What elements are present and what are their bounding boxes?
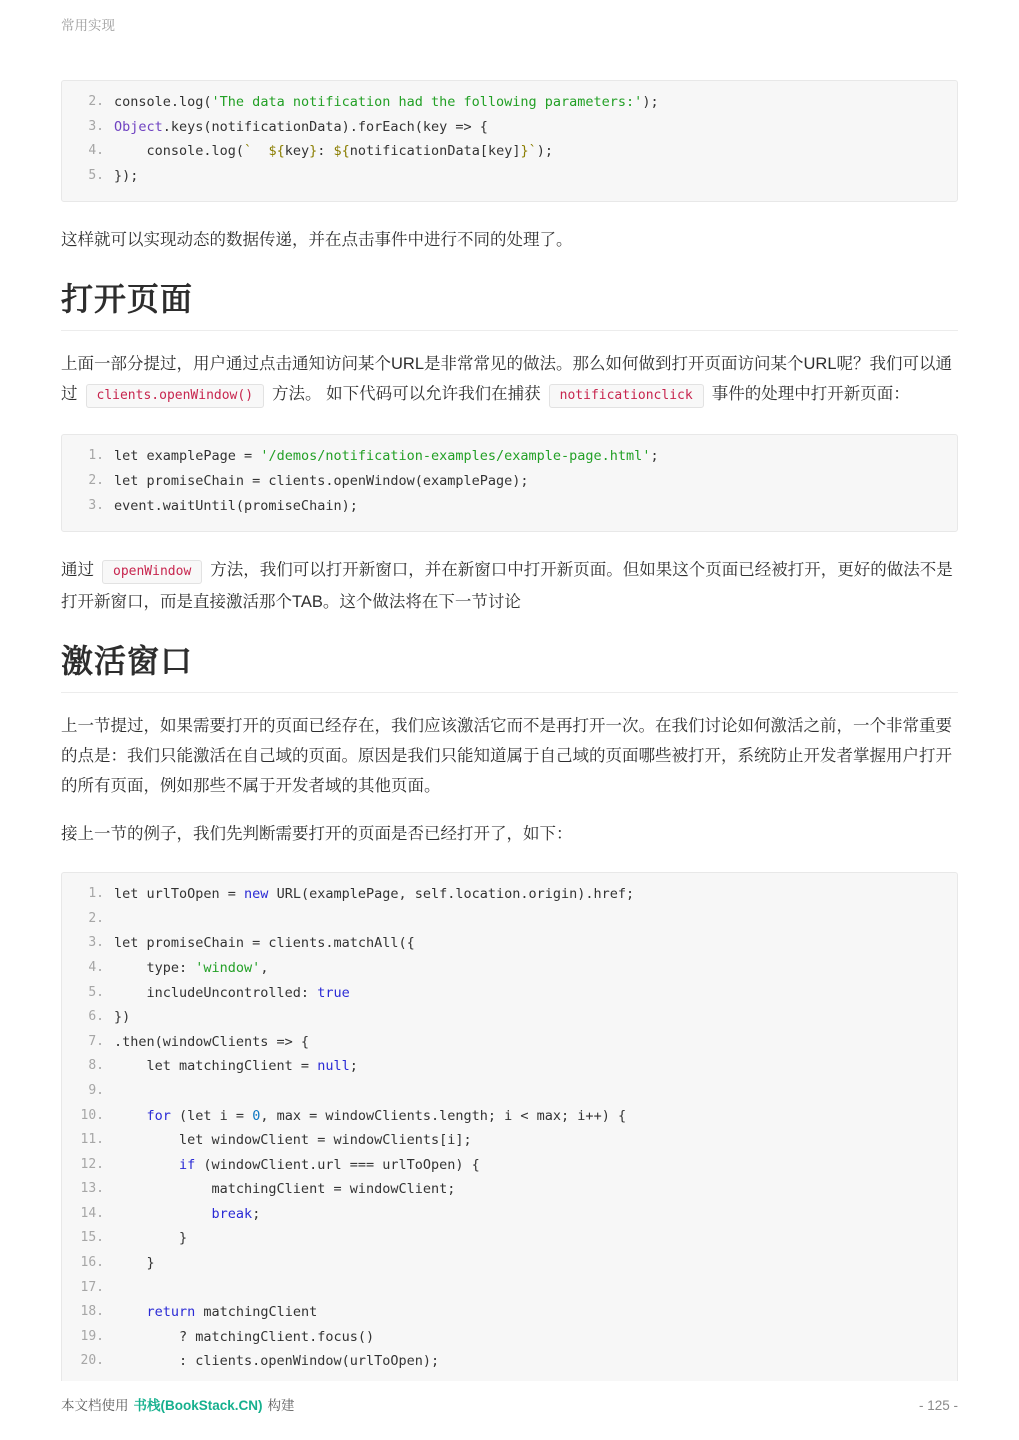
code-line-text: : clients.openWindow(urlToOpen); [114,1353,440,1370]
code-block [61,80,958,202]
inline-code: clients.openWindow() [86,384,265,408]
line-number: 2. [88,910,104,926]
footer-suffix-text: 构建 [267,1398,295,1413]
code-line-text: matchingClient = windowClient; [114,1181,456,1198]
code-line-text [114,1276,947,1301]
code-block [61,434,958,532]
line-number: 7. [88,1033,104,1049]
code-line-text: let windowClient = windowClients[i]; [114,1132,472,1149]
footer-build-info [61,1394,295,1414]
line-number: 5. [88,167,104,183]
line-number: 13. [80,1181,104,1197]
paragraph [61,711,958,801]
line-number: 9. [88,1082,104,1098]
paragraph-text: 方法。 如下代码可以允许我们在捕获 [272,385,541,404]
page-footer [61,1394,958,1414]
code-line [62,139,947,164]
code-line-text: includeUncontrolled: true [114,984,350,1001]
code-line [62,907,947,932]
code-line-text: break; [211,1205,261,1222]
line-number: 1. [88,886,104,902]
paragraph-text: 上面一部分提过，用户通过点击通知访问某个URL是非常常见的做法。那么如何做到打开页面访问某个URL呢？我们可以通过 [61,355,953,404]
code-line-text: } [114,1230,188,1247]
code-line [62,1325,947,1350]
code-line-text: let promiseChain = clients.openWindow(examplePage); [114,472,529,489]
code-line-text: event.waitUntil(promiseChain); [114,497,358,514]
line-number: 4. [88,143,104,159]
code-line [62,1226,947,1251]
code-line [62,1251,947,1276]
line-number: 16. [80,1255,104,1271]
code-line [62,1349,947,1374]
code-line-text: console.log('The data notification had the following parameters:'); [114,94,659,110]
code-line-text: type: 'window', [114,959,269,976]
code-line-text: let matchingClient = null; [114,1058,358,1075]
code-line [62,164,947,189]
code-line-text: console.log(` ${key}: ${notificationData[key]}`); [114,143,554,160]
line-number: 3. [88,935,104,951]
inline-code: openWindow [102,560,202,584]
code-line [62,931,947,956]
code-line [62,444,947,469]
code-line-text: ? matchingClient.focus() [114,1328,375,1345]
code-line [62,1202,947,1227]
code-line [62,1300,947,1325]
code-line-text: }) [114,1009,131,1026]
code-line-text: .then(windowClients => { [114,1033,310,1050]
paragraph [61,555,958,617]
code-line [62,1177,947,1202]
code-line [62,882,947,907]
code-line [62,90,947,115]
code-line-text: return matchingClient [146,1304,318,1321]
code-line [62,1005,947,1030]
paragraph-text: 方法，我们可以打开新窗口，并在新窗口中打开新页面。但如果这个页面已经被打开，更好的做法不是打开新窗口，而是直接激活那个TAB。这个做法将在下一节讨论 [61,561,953,612]
code-line [62,1054,947,1079]
code-line-text [114,1079,947,1104]
code-line-text: let promiseChain = clients.matchAll({ [114,935,415,952]
paragraph [61,225,958,255]
line-number: 2. [88,94,104,109]
code-line [62,494,947,519]
code-line [62,469,947,494]
code-line-text [114,907,947,932]
footer-page-number: - 125 - [918,1398,958,1413]
paragraph [61,819,958,849]
code-line [62,1128,947,1153]
code-line-text: for (let i = 0, max = windowClients.length; i < max; i++) { [146,1107,627,1124]
code-line [62,981,947,1006]
line-number: 11. [80,1132,104,1148]
inline-code: notificationclick [549,384,704,408]
code-line-text: Object.keys(notificationData).forEach(key => { [114,118,488,135]
line-number: 19. [80,1328,104,1344]
document-content [61,0,958,1381]
code-line-text: }); [114,167,139,184]
section-heading: 打开页面 [61,279,958,331]
code-line-text: let urlToOpen = new URL(examplePage, self.location.origin).href; [114,886,635,903]
footer-prefix-text: 本文档使用 [61,1398,129,1413]
code-line [62,1030,947,1055]
code-line [62,1153,947,1178]
paragraph-text: 接上一节的例子，我们先判断需要打开的页面是否已经打开了，如下： [61,825,573,844]
code-line [62,1104,947,1129]
line-number: 10. [80,1107,104,1123]
line-number: 14. [80,1205,104,1221]
line-number: 4. [88,959,104,975]
paragraph-text: 这样就可以实现动态的数据传递，并在点击事件中进行不同的处理了。 [61,231,573,250]
code-line [62,1079,947,1104]
line-number: 6. [88,1009,104,1025]
footer-brand-link[interactable]: 书栈(BookStack.CN) [133,1398,263,1413]
line-number: 20. [80,1353,104,1369]
line-number: 3. [88,497,104,513]
paragraph-text: 通过 [61,561,94,580]
paragraph-text: 事件的处理中打开新页面： [711,385,910,404]
line-number: 12. [80,1156,104,1172]
code-block [61,872,958,1381]
line-number: 3. [88,118,104,134]
code-line [62,1276,947,1301]
line-number: 1. [88,448,104,464]
line-number: 5. [88,984,104,1000]
code-line [62,115,947,140]
paragraph [61,349,958,411]
paragraph-text: 上一节提过，如果需要打开的页面已经存在，我们应该激活它而不是再打开一次。在我们讨论如何激活之前，一个非常重要的点是：我们只能激活在自己域的页面。原因是我们只能知道属于自己域的页面哪些被打开，系统防止开发者掌握用户打开的所有页面，例如那些不属于开发者域的其他页面。 [61,717,952,796]
code-line-text: } [114,1255,155,1272]
code-line-text: let examplePage = '/demos/notification-examples/example-page.html'; [114,448,659,465]
line-number: 2. [88,472,104,488]
running-header: 常用实现 [61,18,115,33]
code-line-text: if (windowClient.url === urlToOpen) { [179,1156,480,1173]
line-number: 15. [80,1230,104,1246]
section-heading: 激活窗口 [61,641,958,693]
code-line [62,956,947,981]
line-number: 17. [80,1279,104,1295]
line-number: 8. [88,1058,104,1074]
line-number: 18. [80,1304,104,1320]
